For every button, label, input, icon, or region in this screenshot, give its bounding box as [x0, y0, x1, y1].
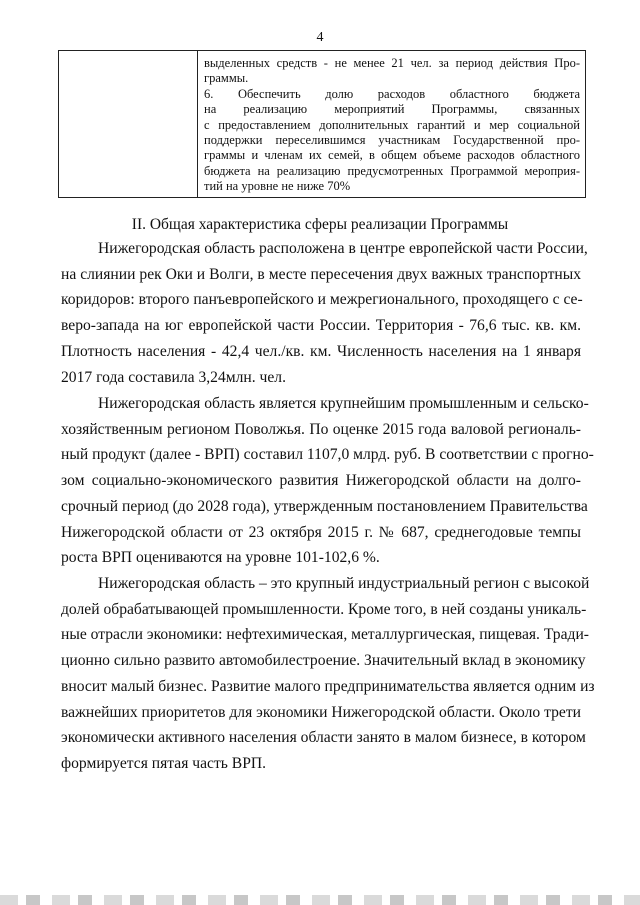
paragraph-line: ные отрасли экономики: нефтехимическая, металлургическая, пищевая. Тради-	[61, 626, 589, 644]
table-line: тий на уровне не ниже 70%	[204, 179, 351, 194]
paragraph-line: ный продукт (далее - ВРП) составил 1107,0 млрд. руб. В соответствии с прогно-	[61, 446, 594, 464]
paragraph-3	[61, 571, 595, 777]
paragraph-line: Плотность населения - 42,4 чел./кв. км. Численность населения на 1 января	[61, 342, 581, 360]
table-line: с предоставлением дополнительных гарантий и мер социальной	[204, 117, 580, 132]
paragraph-line: важнейших приоритетов для экономики Нижегородской области. Около трети	[61, 703, 581, 721]
paragraph-line: коридоров: второго панъевропейского и межрегионального, проходящего с се-	[61, 291, 583, 309]
paragraph-line: зом социально-экономического развития Нижегородской области на долго-	[61, 472, 581, 490]
table-line: выделенных средств - не менее 21 чел. за период действия Про-	[204, 56, 580, 70]
page-number: 4	[316, 30, 324, 45]
table-line: бюджета на реализацию предусмотренных Программой мероприя-	[204, 163, 580, 178]
paragraph-line: хозяйственным регионом Поволжья. По оценке 2015 года валовой региональ-	[61, 420, 581, 438]
table-line: 6. Обеспечить долю расходов областного бюджета	[204, 86, 580, 101]
paragraph-line: роста ВРП оцениваются на уровне 101-102,6 %.	[61, 549, 380, 567]
table-line: поддержки переселившимся участникам Государственной про-	[204, 133, 580, 148]
paragraph-line: 2017 года составила 3,24млн. чел.	[61, 368, 286, 386]
paragraph-2	[61, 391, 594, 571]
section-title: II. Общая характеристика сферы реализации Программы	[131, 216, 509, 233]
paragraph-line: срочный период (до 2028 года), утвержденным постановлением Правительства	[61, 497, 588, 515]
paragraph-line: экономически активного населения области занято в малом бизнесе, в котором	[61, 729, 586, 747]
paragraph-line: Нижегородская область расположена в центре европейской части России,	[98, 240, 588, 257]
paragraph-line: веро-запада на юг европейской части России. Территория - 76,6 тыс. кв. км.	[61, 317, 581, 335]
paragraph-line: формируется пятая часть ВРП.	[61, 754, 267, 772]
table-line: граммы.	[204, 71, 249, 86]
paragraph-line: вносит малый бизнес. Развитие малого предпринимательства является одним из	[61, 677, 595, 695]
scan-edge-artifact	[0, 895, 640, 905]
paragraph-line: ционно сильно развито автомобилестроение. Значительный вклад в экономику	[61, 652, 586, 670]
table-line: на реализацию мероприятий Программы, связанных	[204, 102, 580, 117]
paragraph-line: Нижегородская область – это крупный индустриальный регион с высокой	[98, 575, 590, 592]
paragraph-line: Нижегородская область является крупнейшим промышленным и сельско-	[98, 395, 589, 412]
table-fragment	[58, 50, 586, 198]
paragraph-line: на слиянии рек Оки и Волги, в месте пересечения двух важных транспортных	[61, 265, 581, 283]
paragraph-line: долей обрабатывающей промышленности. Кроме того, в ней созданы уникаль-	[61, 600, 587, 618]
table-column-divider	[197, 51, 198, 197]
table-cell-content	[204, 56, 580, 195]
paragraph-1	[61, 236, 588, 390]
paragraph-line: Нижегородской области от 23 октября 2015 г. № 687, среднегодовые темпы	[61, 523, 581, 541]
table-line: граммы и членам их семей, в общем объеме расходов областного	[204, 148, 580, 163]
